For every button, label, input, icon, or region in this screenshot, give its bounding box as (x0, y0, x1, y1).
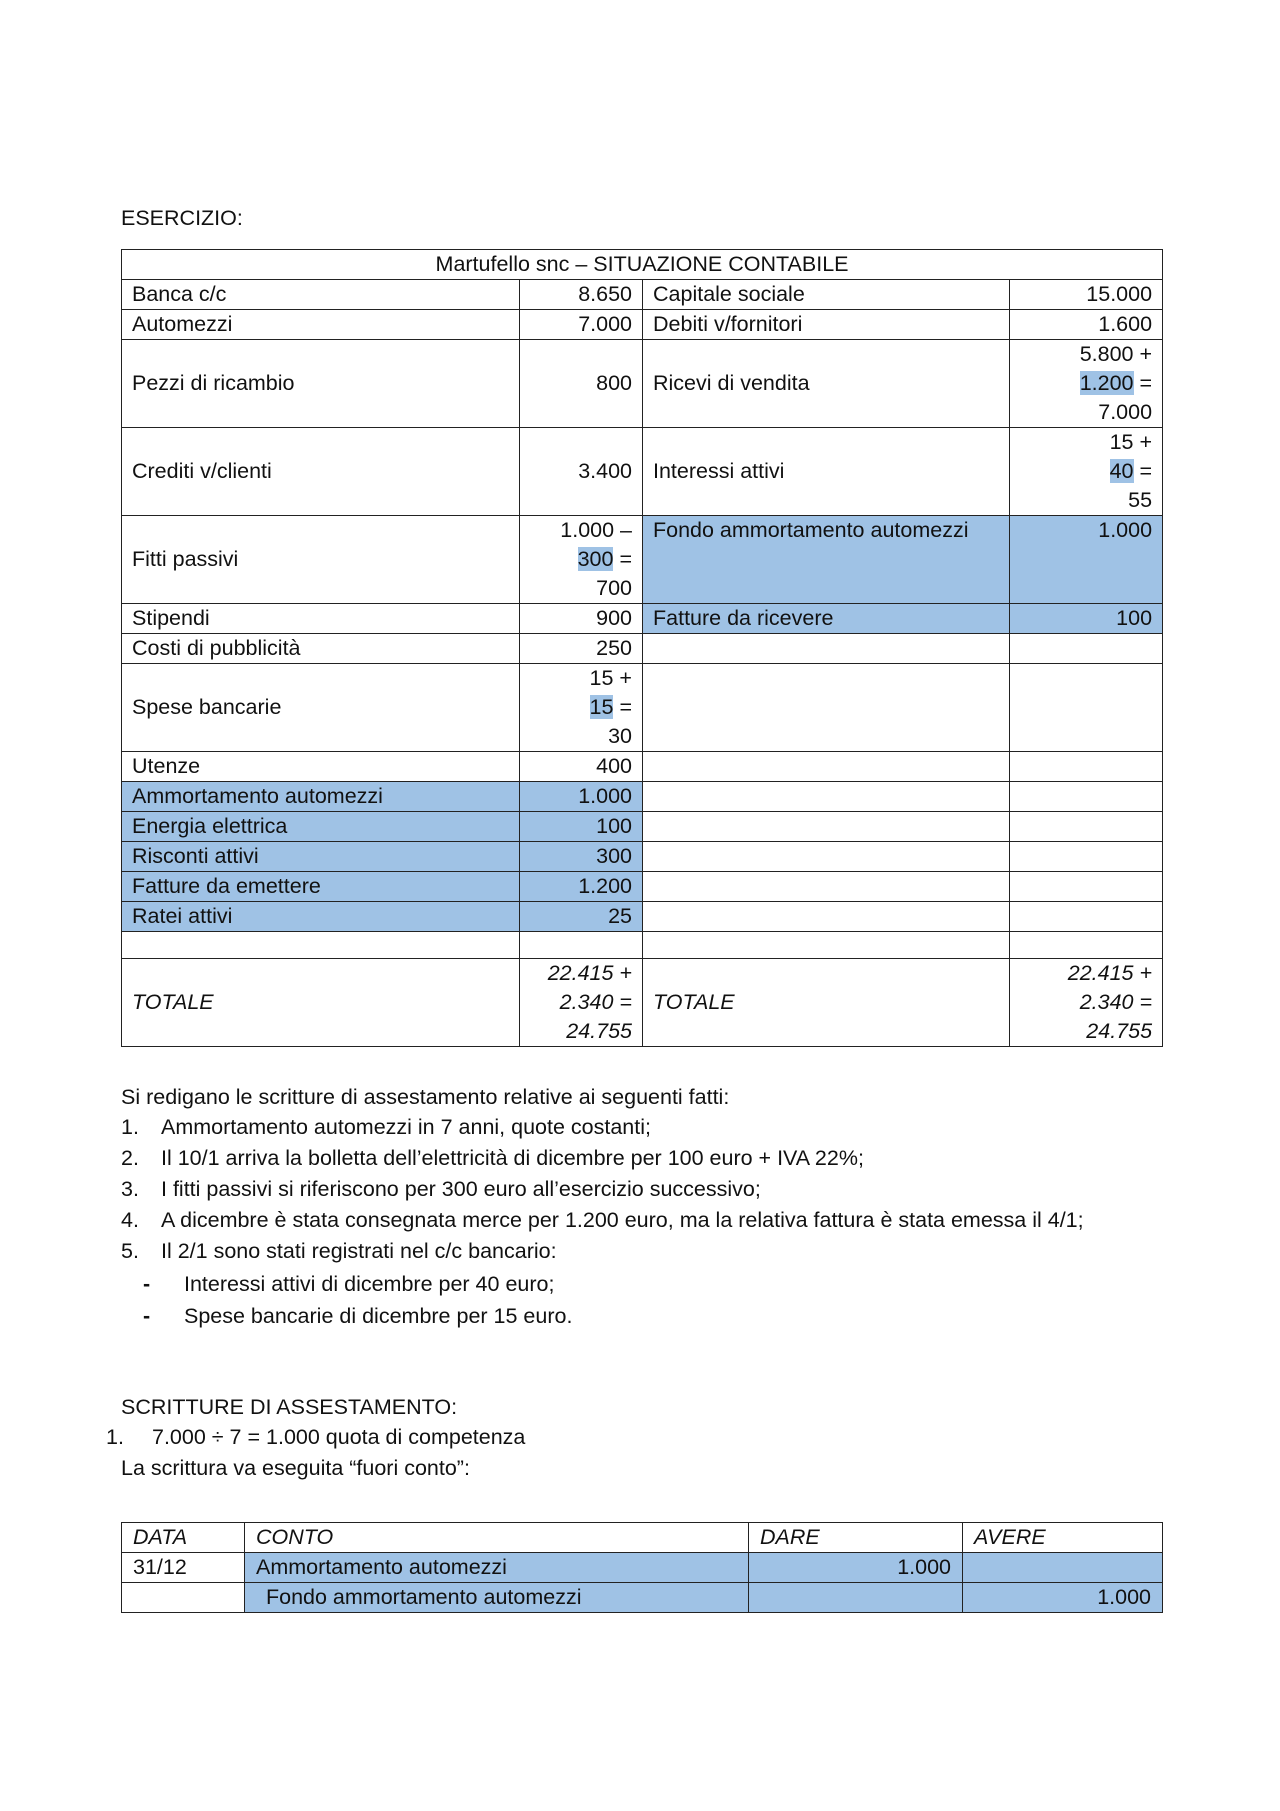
account-name: Stipendi (122, 604, 520, 634)
account-name: Fatture da emettere (122, 872, 520, 902)
empty-cell (1010, 902, 1163, 932)
empty-cell (643, 872, 1010, 902)
journal-row (122, 1583, 1163, 1613)
facts-list (121, 1112, 1201, 1267)
column-header-dare: DARE (749, 1523, 963, 1553)
journal-dare: 1.000 (749, 1553, 963, 1583)
empty-cell (1010, 932, 1163, 959)
step-text: 7.000 ÷ 7 = 1.000 quota di competenza (152, 1425, 526, 1449)
list-item: 5. Il 2/1 sono stati registrati nel c/c bancario: (121, 1239, 557, 1263)
dash-bullet: - (143, 1304, 151, 1328)
journal-date: 31/12 (122, 1553, 245, 1583)
account-value: 100 (520, 812, 643, 842)
table-row (122, 842, 1163, 872)
situazione-contabile-table (121, 249, 1163, 1047)
account-name: Capitale sociale (643, 280, 1010, 310)
account-name: Utenze (122, 752, 520, 782)
empty-cell (643, 932, 1010, 959)
empty-cell (1010, 782, 1163, 812)
list-item: 2. Il 10/1 arriva la bolletta dell’elettricità di dicembre per 100 euro + IVA 22%; (121, 1146, 864, 1170)
empty-cell (520, 932, 643, 959)
journal-row (122, 1553, 1163, 1583)
table-row (122, 604, 1163, 634)
account-name: Automezzi (122, 310, 520, 340)
table-row (122, 752, 1163, 782)
empty-cell (1010, 872, 1163, 902)
empty-cell (1010, 752, 1163, 782)
table-row (122, 872, 1163, 902)
empty-cell (122, 932, 520, 959)
list-item: 1. Ammortamento automezzi in 7 anni, quote costanti; (121, 1115, 651, 1139)
account-name: Ratei attivi (122, 902, 520, 932)
journal-avere (963, 1553, 1163, 1583)
highlighted-amount: 15 (589, 695, 614, 719)
totals-value: 22.415 + 2.340 = 24.755 (1010, 959, 1163, 1047)
table-row (122, 634, 1163, 664)
highlighted-amount: 300 (577, 547, 614, 571)
journal-account: Fondo ammortamento automezzi (245, 1583, 749, 1613)
account-name: Fitti passivi (122, 516, 520, 604)
empty-cell (643, 902, 1010, 932)
list-item: - Interessi attivi di dicembre per 40 euro; (143, 1268, 572, 1300)
scritture-heading: SCRITTURE DI ASSESTAMENTO: (121, 1395, 458, 1419)
journal-header-row (122, 1523, 1163, 1553)
empty-cell (1010, 634, 1163, 664)
account-value: 900 (520, 604, 643, 634)
account-name: Risconti attivi (122, 842, 520, 872)
account-value: 7.000 (520, 310, 643, 340)
scritture-note: La scrittura va eseguita “fuori conto”: (121, 1456, 470, 1480)
step-number: 1. (106, 1425, 124, 1449)
table-row-empty (122, 932, 1163, 959)
account-value: 3.400 (520, 428, 643, 516)
account-value: 400 (520, 752, 643, 782)
instructions-intro: Si redigano le scritture di assestamento relative ai seguenti fatti: (121, 1085, 730, 1109)
totals-label: TOTALE (643, 959, 1010, 1047)
account-name: Pezzi di ricambio (122, 340, 520, 428)
account-value: 800 (520, 340, 643, 428)
account-value-calc: 15 + 15 = 30 (520, 664, 643, 752)
totals-row (122, 959, 1163, 1047)
account-name: Ricevi di vendita (643, 340, 1010, 428)
column-header-data: DATA (122, 1523, 245, 1553)
list-item: 3. I fitti passivi si riferiscono per 300 euro all’esercizio successivo; (121, 1177, 761, 1201)
account-name: Costi di pubblicità (122, 634, 520, 664)
account-value: 1.600 (1010, 310, 1163, 340)
account-value: 250 (520, 634, 643, 664)
exercise-label: ESERCIZIO: (121, 206, 243, 230)
account-value: 1.000 (520, 782, 643, 812)
list-item: 4. A dicembre è stata consegnata merce per 1.200 euro, ma la relativa fattura è stata emessa il 4/1; (121, 1208, 1084, 1232)
account-name: Spese bancarie (122, 664, 520, 752)
account-name: Ammortamento automezzi (122, 782, 520, 812)
highlighted-amount: 1.200 (1079, 371, 1134, 395)
table-row (122, 310, 1163, 340)
totals-label: TOTALE (122, 959, 520, 1047)
empty-cell (643, 782, 1010, 812)
account-value-calc: 5.800 + 1.200 = 7.000 (1010, 340, 1163, 428)
empty-cell (643, 664, 1010, 752)
table-row (122, 516, 1163, 604)
table-title: Martufello snc – SITUAZIONE CONTABILE (122, 250, 1163, 280)
column-header-conto: CONTO (245, 1523, 749, 1553)
highlighted-amount: 40 (1109, 459, 1134, 483)
journal-account: Ammortamento automezzi (245, 1553, 749, 1583)
journal-table (121, 1522, 1163, 1613)
table-title-row (122, 250, 1163, 280)
table-row (122, 428, 1163, 516)
list-item: - Spese bancarie di dicembre per 15 euro. (143, 1300, 572, 1332)
empty-cell (643, 752, 1010, 782)
subfacts-list (143, 1268, 572, 1332)
account-value: 100 (1010, 604, 1163, 634)
account-name: Energia elettrica (122, 812, 520, 842)
account-value: 15.000 (1010, 280, 1163, 310)
account-value: 1.000 (1010, 516, 1163, 604)
empty-cell (1010, 812, 1163, 842)
table-row (122, 280, 1163, 310)
empty-cell (643, 842, 1010, 872)
account-value-calc: 15 + 40 = 55 (1010, 428, 1163, 516)
account-value: 8.650 (520, 280, 643, 310)
account-name: Debiti v/fornitori (643, 310, 1010, 340)
journal-dare (749, 1583, 963, 1613)
totals-value: 22.415 + 2.340 = 24.755 (520, 959, 643, 1047)
journal-avere: 1.000 (963, 1583, 1163, 1613)
empty-cell (1010, 664, 1163, 752)
empty-cell (1010, 842, 1163, 872)
column-header-avere: AVERE (963, 1523, 1163, 1553)
table-row (122, 782, 1163, 812)
account-value-calc: 1.000 – 300 = 700 (520, 516, 643, 604)
dash-bullet: - (143, 1272, 151, 1296)
empty-cell (643, 634, 1010, 664)
account-value: 1.200 (520, 872, 643, 902)
table-row (122, 812, 1163, 842)
empty-cell (643, 812, 1010, 842)
account-name: Fondo ammortamento automezzi (643, 516, 1010, 604)
table-row (122, 664, 1163, 752)
table-row (122, 902, 1163, 932)
account-name: Banca c/c (122, 280, 520, 310)
journal-date (122, 1583, 245, 1613)
account-name: Interessi attivi (643, 428, 1010, 516)
table-row (122, 340, 1163, 428)
account-value: 25 (520, 902, 643, 932)
account-name: Crediti v/clienti (122, 428, 520, 516)
account-value: 300 (520, 842, 643, 872)
account-name: Fatture da ricevere (643, 604, 1010, 634)
